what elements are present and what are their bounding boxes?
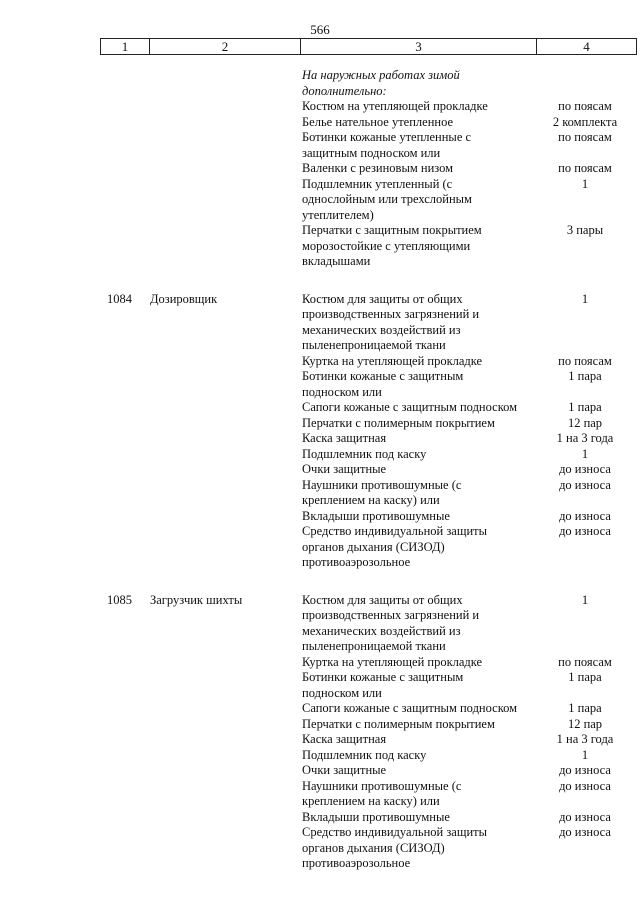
entry-1084-norm-9: до износа — [559, 508, 611, 523]
entry-1084-norm-0: 1 — [581, 291, 589, 306]
entry-1084-norm-6: 1 — [581, 446, 589, 461]
entry-1085-norm-5: 1 на 3 года — [556, 732, 614, 746]
entry-1085-norm-8: до износа — [559, 778, 611, 793]
entry-1085-item-2: подноском или — [302, 685, 382, 700]
entry-1084-item-8: креплением на каску) или — [302, 493, 440, 507]
column-header-4: 4 — [536, 39, 636, 54]
continuation-item-5: вкладышами — [302, 254, 371, 268]
entry-1084-item-6: Подшлемник под каску — [302, 446, 427, 461]
entry-1085-item-8: креплением на каску) или — [302, 794, 440, 808]
entry-1084-norm-7: до износа — [559, 462, 611, 476]
entry-1084-norm-10: до износа — [559, 524, 611, 538]
entry-1085-norm-10: до износа — [559, 825, 611, 839]
entry-1085-item-7: Очки защитные — [302, 763, 387, 777]
entry-1084-norm-3: 1 пара — [568, 400, 602, 414]
continuation-item-4: однослойным или трехслойным — [302, 192, 472, 206]
continuation-norm-2: по поясам — [558, 130, 612, 144]
column-header-3: 3 — [300, 39, 536, 54]
entry-1085-norm-7: до износа — [559, 763, 611, 777]
entry-1085-norm-2: 1 пара — [568, 670, 602, 684]
entry-1084-item-2: Ботинки кожаные с защитным — [302, 369, 464, 383]
entry-1085-item-9: Вкладыши противошумные — [302, 809, 450, 824]
entry-1084-item-7: Очки защитные — [302, 462, 387, 476]
continuation-item-2: Ботинки кожаные утепленные с — [302, 130, 472, 144]
entry-1085-item-10: органов дыхания (СИЗОД) — [302, 840, 445, 855]
continuation-norm-5: 3 пары — [566, 223, 604, 237]
entry-1085-item-0: пыленепроницаемой ткани — [302, 639, 446, 653]
entry-1085-item-5: Каска защитная — [302, 732, 387, 746]
entry-1084-item-10: органов дыхания (СИЗОД) — [302, 539, 445, 554]
entry-1084-norm-4: 12 пар — [567, 415, 603, 430]
entry-1084-item-3: Сапоги кожаные с защитным подноском — [302, 400, 518, 414]
entry-1085-norm-1: по поясам — [558, 654, 612, 669]
continuation-item-4: Подшлемник утепленный (с — [302, 176, 453, 191]
entry-1085-norm-3: 1 пара — [568, 701, 602, 715]
entry-1084-norm-1: по поясам — [558, 353, 612, 368]
entry-1085-item-8: Наушники противошумные (с — [302, 778, 462, 793]
entry-1084-item-8: Наушники противошумные (с — [302, 477, 462, 492]
entry-1085-item-0: производственных загрязнений и — [302, 608, 480, 622]
entry-1084-item-0: механических воздействий из — [302, 322, 461, 337]
continuation-item-0: Костюм на утепляющей прокладке — [302, 99, 488, 113]
column-header-1: 1 — [121, 39, 129, 54]
entry-code-1084: 1084 — [107, 291, 132, 306]
continuation-norm-3: по поясам — [558, 161, 612, 175]
entry-1084-item-1: Куртка на утепляющей прокладке — [302, 353, 483, 368]
entry-1085-item-10: Средство индивидуальной защиты — [302, 825, 488, 839]
entry-1085-item-1: Куртка на утепляющей прокладке — [302, 654, 483, 669]
entry-1084-norm-8: до износа — [559, 477, 611, 492]
entry-1084-item-9: Вкладыши противошумные — [302, 508, 450, 523]
entry-1085-item-0: механических воздействий из — [302, 623, 461, 638]
entry-1085-item-3: Сапоги кожаные с защитным подноском — [302, 701, 518, 715]
entry-1084-item-5: Каска защитная — [302, 431, 387, 445]
entry-1084-item-0: Костюм для защиты от общих — [302, 291, 463, 306]
continuation-item-2: защитным подноском или — [302, 145, 441, 160]
continuation-note: На наружных работах зимой — [302, 68, 460, 82]
entry-1085-norm-0: 1 — [581, 592, 589, 607]
entry-code-1085: 1085 — [107, 592, 132, 607]
entry-1084-item-10: Средство индивидуальной защиты — [302, 524, 488, 538]
continuation-norm-1: 2 комплекта — [552, 114, 618, 129]
entry-1085-item-10: противоаэрозольное — [302, 856, 411, 870]
continuation-item-3: Валенки с резиновым низом — [302, 161, 454, 175]
entry-1084-item-0: пыленепроницаемой ткани — [302, 338, 446, 352]
entry-1084-norm-2: 1 пара — [568, 369, 602, 383]
entry-1084-item-2: подноском или — [302, 384, 382, 399]
continuation-item-4: утеплителем) — [302, 207, 374, 222]
continuation-norm-4: 1 — [581, 176, 589, 191]
entry-1085-item-0: Костюм для защиты от общих — [302, 592, 463, 607]
entry-name-1084: Дозировщик — [150, 291, 218, 306]
entry-1085-item-2: Ботинки кожаные с защитным — [302, 670, 464, 684]
entry-1085-item-6: Подшлемник под каску — [302, 747, 427, 762]
continuation-note: дополнительно: — [302, 83, 387, 98]
column-header-row — [100, 38, 637, 55]
continuation-item-5: Перчатки с защитным покрытием — [302, 223, 482, 237]
continuation-item-5: морозостойкие с утепляющими — [302, 238, 471, 253]
entry-1084-norm-5: 1 на 3 года — [556, 431, 614, 445]
entry-1085-norm-4: 12 пар — [567, 716, 603, 731]
entry-1085-norm-6: 1 — [581, 747, 589, 762]
column-header-2: 2 — [149, 39, 300, 54]
entry-1085-item-4: Перчатки с полимерным покрытием — [302, 716, 495, 731]
entry-1084-item-4: Перчатки с полимерным покрытием — [302, 415, 495, 430]
page-number: 566 — [310, 22, 330, 37]
entry-1084-item-0: производственных загрязнений и — [302, 307, 480, 321]
entry-name-1085: Загрузчик шихты — [150, 592, 243, 607]
entry-1085-norm-9: до износа — [559, 809, 611, 824]
entry-1084-item-10: противоаэрозольное — [302, 555, 411, 569]
continuation-norm-0: по поясам — [558, 99, 612, 113]
continuation-item-1: Белье нательное утепленное — [302, 114, 454, 129]
